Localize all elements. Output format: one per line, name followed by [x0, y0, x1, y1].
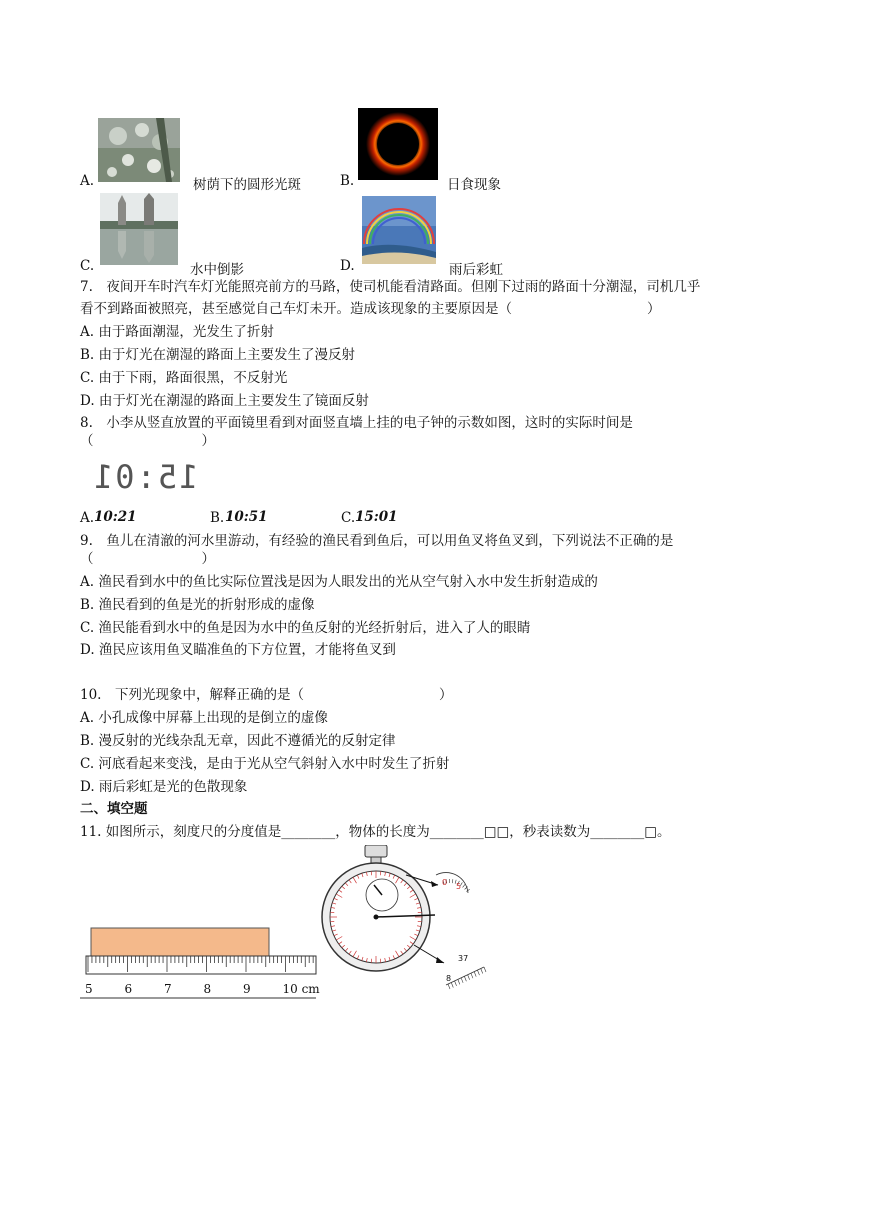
ruler-label: 5 [85, 982, 93, 996]
q7-option-c: C. 由于下雨，路面很黑，不反射光 [80, 370, 288, 386]
q8-option-a-value: 10:21 [94, 509, 137, 525]
q10-stem: 10. 下列光现象中，解释正确的是（ ） [80, 687, 453, 703]
inset1-label-0: 0 [442, 878, 448, 887]
option-a-caption: 树荫下的圆形光斑 [193, 177, 301, 193]
option-a-letter: A. [80, 173, 95, 189]
inset2-label-0: 37 [458, 954, 469, 963]
ruler-label: 7 [164, 982, 172, 996]
water-reflection-photo-icon [100, 193, 178, 265]
ruler-label: 8 [203, 982, 212, 996]
stopwatch-icon [318, 845, 488, 995]
option-d-image [362, 196, 436, 264]
q9-option-a: A. 渔民看到水中的鱼比实际位置浅是因为人眼发出的光从空气射入水中发生折射造成的 [80, 574, 598, 590]
inset-tick [468, 975, 470, 980]
q9-option-b: B. 渔民看到的鱼是光的折射形成的虚像 [80, 597, 315, 613]
solar-eclipse-photo-icon [358, 108, 438, 180]
inset-tick [458, 979, 460, 984]
q8-option-b-value: 10:51 [225, 509, 268, 525]
q10-option-b: B. 漫反射的光线杂乱无章，因此不遵循光的反射定律 [80, 733, 396, 749]
option-b-image [358, 108, 438, 180]
q8-option-a-letter: A. [80, 510, 95, 526]
inset-tick [461, 978, 463, 983]
rainbow-photo-icon [362, 196, 436, 264]
q9-stem-line2: （ ） [80, 551, 215, 567]
inset-tick [471, 973, 473, 978]
stopwatch-figure [318, 845, 488, 995]
option-b-letter: B. [340, 173, 355, 189]
option-c-caption: 水中倒影 [190, 262, 244, 278]
inset-tick [481, 969, 483, 974]
q8-option-b-letter: B. [210, 510, 225, 526]
q7-option-b: B. 由于灯光在潮湿的路面上主要发生了漫反射 [80, 347, 356, 363]
ruler-icon [80, 925, 320, 1005]
option-d-caption: 雨后彩虹 [449, 262, 503, 278]
ruler-label: 9 [243, 982, 251, 996]
q10-option-d: D. 雨后彩虹是光的色散现象 [80, 779, 248, 795]
inset-tick [477, 970, 479, 975]
option-a-image [98, 118, 180, 182]
q8-stem-line1: 8. 小李从竖直放置的平面镜里看到对面竖直墙上挂的电子钟的示数如图，这时的实际时间是 [80, 415, 633, 431]
section-heading: 二、填空题 [80, 801, 148, 817]
inset1-label-1: 5 [456, 882, 462, 891]
option-c-letter: C. [80, 258, 95, 274]
inset-tick [474, 972, 476, 977]
inset-tick [455, 981, 457, 986]
clock-digits: 15:01 [92, 458, 199, 496]
q7-stem-line2: 看不到路面被照亮，甚至感觉自己车灯未开。造成该现象的主要原因是（ ） [80, 301, 661, 317]
inset-tick [484, 967, 486, 972]
ruler-label: 10 cm [282, 982, 320, 996]
q8-option-c-value: 15:01 [355, 509, 398, 525]
q9-option-c: C. 渔民能看到水中的鱼是因为水中的鱼反射的光经折射后，进入了人的眼睛 [80, 620, 531, 636]
q10-option-a: A. 小孔成像中屏幕上出现的是倒立的虚像 [80, 710, 328, 726]
digital-clock-display [90, 458, 199, 496]
option-b-caption: 日食现象 [447, 177, 501, 193]
q7-option-a: A. 由于路面潮湿，光发生了折射 [80, 324, 274, 340]
tree-shade-photo-icon [98, 118, 180, 182]
inset-tick [451, 982, 453, 987]
option-d-letter: D. [340, 258, 355, 274]
q10-option-c: C. 河底看起来变浅，是由于光从空气斜射入水中时发生了折射 [80, 756, 450, 772]
q8-option-c-letter: C. [341, 510, 356, 526]
q11-stem: 11. 如图所示，刻度尺的分度值是________，物体的长度为________□□，秒表读数为________□。 [80, 824, 671, 840]
ruler-label: 6 [124, 982, 133, 996]
inset2-label-1: 8 [446, 974, 452, 983]
q7-option-d: D. 由于灯光在潮湿的路面上主要发生了镜面反射 [80, 393, 369, 409]
option-c-image [100, 193, 178, 265]
ruler-figure [80, 925, 320, 1005]
q9-option-d: D. 渔民应该用鱼叉瞄准鱼的下方位置，才能将鱼叉到 [80, 642, 396, 658]
inset-tick [464, 976, 466, 981]
inset-tick [448, 984, 450, 989]
q9-stem-line1: 9. 鱼儿在清澈的河水里游动，有经验的渔民看到鱼后，可以用鱼叉将鱼叉到，下列说法不正确的是 [80, 533, 674, 549]
q8-stem-line2: （ ） [80, 433, 215, 449]
inset-tick [463, 884, 466, 887]
q7-stem-line1: 7. 夜间开车时汽车灯光能照亮前方的马路，使司机能看清路面。但刚下过雨的路面十分潮湿，司机几乎 [80, 279, 701, 295]
